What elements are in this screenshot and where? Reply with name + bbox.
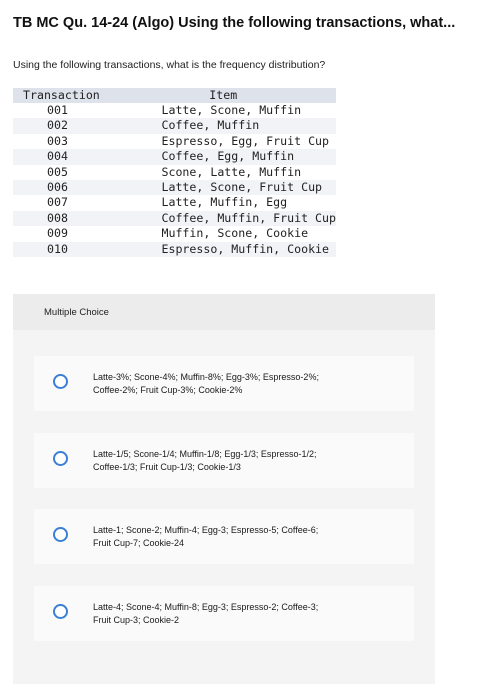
table-row	[13, 165, 336, 180]
header-item: Item	[140, 88, 336, 103]
transaction-items: Latte, Muffin, Egg	[140, 195, 336, 210]
choice-text[interactable]	[93, 371, 398, 397]
table-row	[13, 134, 336, 149]
choice-text-line: Fruit Cup-7; Cookie-24	[93, 538, 185, 548]
transaction-items: Espresso, Egg, Fruit Cup	[140, 134, 336, 149]
choice-text-line: Coffee-2%; Fruit Cup-3%; Cookie-2%	[93, 385, 243, 395]
transaction-id: 009	[13, 226, 140, 241]
choice-text-line: Latte-1; Scone-2; Muffin-4; Egg-3; Espresso-5; Coffee-6;	[93, 525, 319, 535]
choice-option-a[interactable]	[34, 356, 414, 411]
choice-text-line: Latte-3%; Scone-4%; Muffin-8%; Egg-3%; Espresso-2%;	[93, 372, 319, 382]
transaction-items: Coffee, Muffin	[140, 118, 336, 133]
question-prompt: Using the following transactions, what is the frequency distribution?	[13, 59, 326, 71]
transaction-id: 010	[13, 242, 140, 257]
transaction-id: 006	[13, 180, 140, 195]
choice-text[interactable]	[93, 524, 398, 550]
question-title: TB MC Qu. 14-24 (Algo) Using the following transactions, what...	[13, 15, 456, 31]
choice-option-b[interactable]	[34, 433, 414, 488]
choice-option-d[interactable]	[34, 586, 414, 641]
transaction-items: Coffee, Egg, Muffin	[140, 149, 336, 164]
choice-text[interactable]	[93, 448, 398, 474]
choice-text[interactable]	[93, 601, 398, 627]
transaction-items: Muffin, Scone, Cookie	[140, 226, 336, 241]
transaction-id: 007	[13, 195, 140, 210]
choice-text-line: Latte-1/5; Scone-1/4; Muffin-1/8; Egg-1/3; Espresso-1/2;	[93, 449, 317, 459]
multiple-choice-panel	[13, 294, 435, 684]
header-transaction: Transaction	[13, 88, 140, 103]
table-row	[13, 180, 336, 195]
transactions-table	[13, 88, 336, 257]
choice-option-c[interactable]	[34, 509, 414, 564]
transaction-id: 002	[13, 118, 140, 133]
transaction-id: 004	[13, 149, 140, 164]
multiple-choice-header	[13, 294, 435, 330]
transaction-id: 001	[13, 103, 140, 118]
transaction-items: Latte, Scone, Fruit Cup	[140, 180, 336, 195]
choice-text-line: Latte-4; Scone-4; Muffin-8; Egg-3; Espresso-2; Coffee-3;	[93, 602, 319, 612]
transaction-items: Coffee, Muffin, Fruit Cup	[140, 211, 336, 226]
table-row	[13, 103, 336, 118]
table-row	[13, 149, 336, 164]
transaction-items: Latte, Scone, Muffin	[140, 103, 336, 118]
transaction-items: Scone, Latte, Muffin	[140, 165, 336, 180]
table-row	[13, 242, 336, 257]
transaction-items: Espresso, Muffin, Cookie	[140, 242, 336, 257]
table-row	[13, 118, 336, 133]
radio-button-icon[interactable]	[53, 604, 68, 619]
table-row	[13, 195, 336, 210]
table-row	[13, 211, 336, 226]
table-row	[13, 226, 336, 241]
radio-button-icon[interactable]	[53, 374, 68, 389]
choice-text-line: Coffee-1/3; Fruit Cup-1/3; Cookie-1/3	[93, 462, 241, 472]
radio-button-icon[interactable]	[53, 451, 68, 466]
choice-text-line: Fruit Cup-3; Cookie-2	[93, 615, 180, 625]
transaction-id: 003	[13, 134, 140, 149]
multiple-choice-label: Multiple Choice	[44, 307, 109, 318]
transaction-id: 005	[13, 165, 140, 180]
transaction-id: 008	[13, 211, 140, 226]
table-header-row	[13, 88, 336, 103]
radio-button-icon[interactable]	[53, 527, 68, 542]
